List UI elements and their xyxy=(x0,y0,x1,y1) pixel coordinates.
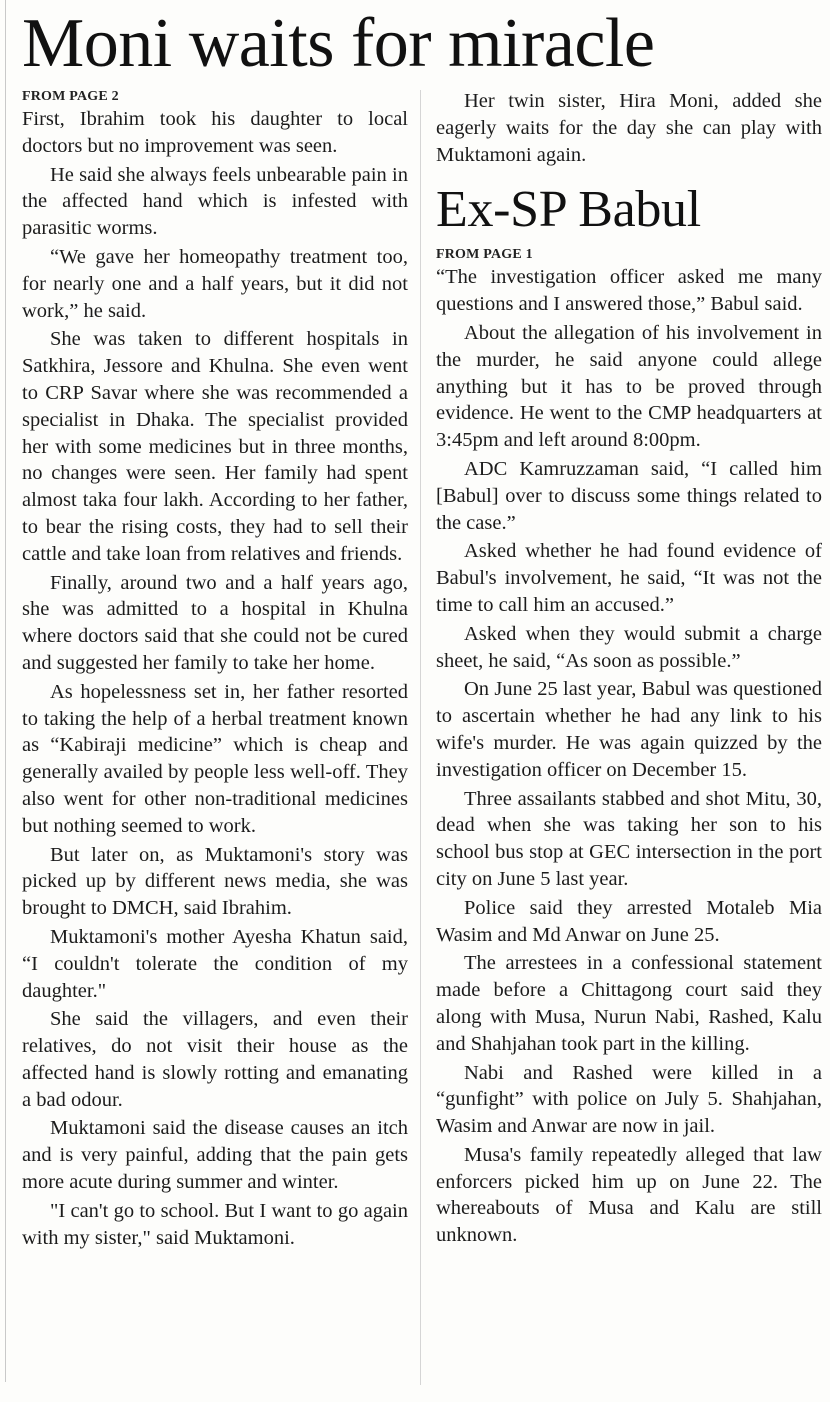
article-moni-left-column xyxy=(22,88,408,1253)
kicker-from-page-2: FROM PAGE 2 xyxy=(22,89,119,104)
paragraph: ADC Kamruzzaman said, “I called him [Babul] over to discuss some things related to the case.” xyxy=(436,457,822,534)
paragraph: Muktamoni said the disease causes an itch and is very painful, adding that the pain gets more acute during summer and winter. xyxy=(22,1117,408,1194)
paragraph: "I can't go to school. But I want to go again with my sister," said Muktamoni. xyxy=(22,1199,408,1249)
paragraph: Nabi and Rashed were killed in a “gunfight” with police on July 5. Shahjahan, Wasim and Anwar are now in jail. xyxy=(436,1061,822,1138)
paragraph: Three assailants stabbed and shot Mitu, 30, dead when she was taking her son to his school bus stop at GEC intersection in the port city on June 5 last year. xyxy=(436,787,822,890)
page-edge-rule xyxy=(5,0,6,1382)
column-divider xyxy=(420,90,421,1385)
paragraph: “We gave her homeopathy treatment too, for nearly one and a half years, but it did not work,” he said. xyxy=(22,245,408,322)
paragraph: But later on, as Muktamoni's story was picked up by different news media, she was brought to DMCH, said Ibrahim. xyxy=(22,843,408,920)
paragraph: Finally, around two and a half years ago, she was admitted to a hospital in Khulna where doctors said that she could not be cured and suggested her family to take her home. xyxy=(22,571,408,674)
headline-moni-waits: Moni waits for miracle xyxy=(22,5,655,82)
paragraph: On June 25 last year, Babul was questioned to ascertain whether he had any link to his wife's murder. He was again quizzed by the investigation officer on December 15. xyxy=(436,678,822,781)
paragraph: About the allegation of his involvement in the murder, he said anyone could allege anything but it has to be proved through evidence. He went to the CMP headquarters at 3:45pm and left around 8:00pm. xyxy=(436,321,822,452)
paragraph: Asked when they would submit a charge sheet, he said, “As soon as possible.” xyxy=(436,622,822,672)
paragraph: “The investigation officer asked me many questions and I answered those,” Babul said. xyxy=(436,266,822,316)
paragraph: As hopelessness set in, her father resorted to taking the help of a herbal treatment known as “Kabiraji medicine” which is cheap and generally availed by people less well-off. They also went for other non-traditional medicines but nothing seemed to work. xyxy=(22,680,408,837)
paragraph: She was taken to different hospitals in Satkhira, Jessore and Khulna. She even went to CRP Savar where she was recommended a specialist in Dhaka. The specialist provided her with some medicines but in three months, no changes were seen. Her family had spent almost taka four lakh. According to her father, to bear the rising costs, they had to sell their cattle and take loan from relatives and friends. xyxy=(22,328,408,565)
paragraph: The arrestees in a confessional statement made before a Chittagong court said they along with Musa, Nurun Nabi, Rashed, Kalu and Shahjahan took part in the killing. xyxy=(436,952,822,1055)
paragraph: First, Ibrahim took his daughter to local doctors but no improvement was seen. xyxy=(22,108,408,157)
paragraph: Musa's family repeatedly alleged that law enforcers picked him up on June 22. The whereabouts of Musa and Kalu are still unknown. xyxy=(436,1143,822,1247)
paragraph: Asked whether he had found evidence of Babul's involvement, he said, “It was not the time to call him an accused.” xyxy=(436,540,822,616)
kicker-from-page-1: FROM PAGE 1 xyxy=(436,247,533,263)
headline-ex-sp-babul: Ex-SP Babul xyxy=(436,181,701,239)
paragraph: He said she always feels unbearable pain in the affected hand which is infested with parasitic worms. xyxy=(22,163,408,240)
right-column xyxy=(436,88,822,1251)
paragraph: Police said they arrested Motaleb Mia Wasim and Md Anwar on June 25. xyxy=(436,896,822,946)
paragraph: Muktamoni's mother Ayesha Khatun said, “I couldn't tolerate the condition of my daughter." xyxy=(22,925,408,1002)
paragraph: Her twin sister, Hira Moni, added she eagerly waits for the day she can play with Muktamoni again. xyxy=(436,90,822,166)
paragraph: She said the villagers, and even their relatives, do not visit their house as the affected hand is slowly rotting and emanating a bad odour. xyxy=(22,1008,408,1111)
